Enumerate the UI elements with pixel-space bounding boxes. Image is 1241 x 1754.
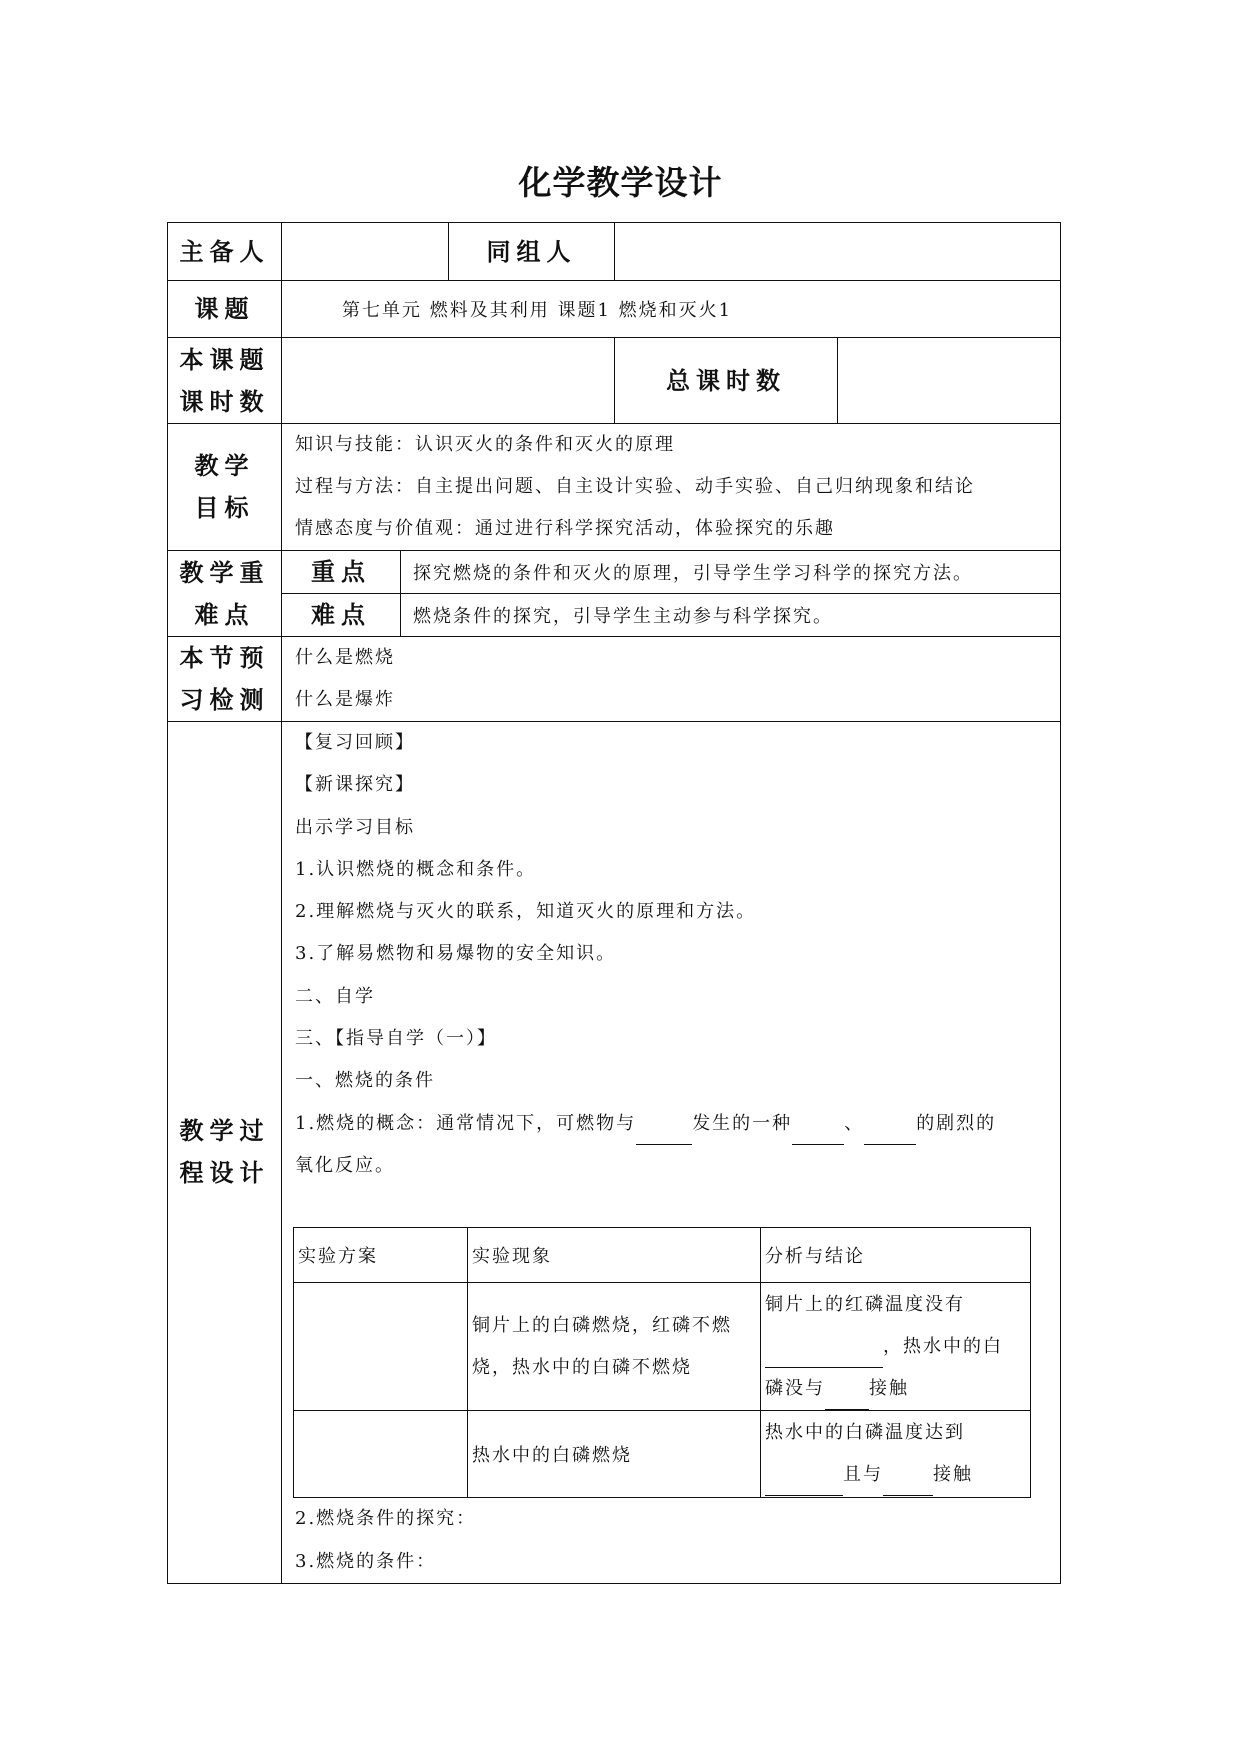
key-points-label-line1: 教学重 (179, 557, 270, 587)
preparer-value (282, 223, 449, 281)
combustion-concept (282, 1103, 1060, 1145)
process-line: 【新课探究】 (295, 774, 415, 796)
objective-attitude: 情感态度与价值观：通过进行科学探究活动，体验探究的乐趣 (295, 518, 835, 539)
objectives-label-line2: 目标 (194, 493, 255, 522)
process-line: 2.理解燃烧与灭火的联系，知道灭火的原理和方法。 (295, 901, 757, 923)
group-label: 同组人 (449, 223, 615, 281)
process-line: 一、燃烧的条件 (295, 1070, 435, 1092)
experiment-plan-cell (294, 1283, 468, 1411)
preview-label-line1: 本节预 (179, 643, 270, 672)
process-line: 出示学习目标 (295, 816, 415, 838)
analysis-line: 铜片上的红磷温度没有 (765, 1293, 965, 1315)
objectives-label-line1: 教学 (194, 451, 255, 480)
experiment-phenomenon-cell: 热水中的白磷燃烧 (468, 1411, 761, 1498)
experiment-header: 实验方案 (294, 1228, 468, 1283)
experiment-phenomenon-cell (468, 1283, 761, 1411)
preview-item: 什么是爆炸 (295, 689, 395, 710)
objectives-label (168, 424, 282, 551)
analysis-text: ，热水中的白 (883, 1335, 1003, 1357)
process-line: 3.了解易燃物和易爆物的安全知识。 (295, 943, 617, 965)
analysis-line (765, 1454, 1030, 1496)
experiment-header: 分析与结论 (761, 1228, 1031, 1283)
analysis-line (765, 1368, 1030, 1410)
fill-blank[interactable] (765, 1475, 843, 1496)
process-line: 氧化反应。 (295, 1154, 395, 1176)
fill-blank[interactable] (825, 1389, 869, 1410)
group-value (615, 223, 1061, 281)
fill-blank[interactable] (636, 1124, 692, 1145)
process-line: 【复习回顾】 (295, 732, 415, 753)
analysis-line: 热水中的白磷温度达到 (765, 1422, 965, 1444)
preview-label (168, 637, 282, 722)
total-hours-value (838, 338, 1061, 424)
topic-value: 第七单元 燃料及其利用 课题1 燃烧和灭火1 (282, 281, 1061, 338)
process-label-line1: 教学过 (179, 1116, 270, 1146)
lesson-hours-label-line2: 课时数 (179, 386, 270, 416)
analysis-text: 接触 (933, 1464, 973, 1486)
phenomenon-line: 烧，热水中的白磷不燃烧 (472, 1356, 692, 1378)
focus-label: 重点 (282, 551, 401, 594)
analysis-text: 磷没与 (765, 1377, 825, 1399)
lesson-hours-value (282, 338, 615, 424)
process-line: 三、【指导自学（一）】 (295, 1028, 497, 1050)
difficulty-text: 燃烧条件的探究，引导学生主动参与科学探究。 (401, 594, 1061, 637)
experiment-table (293, 1227, 1031, 1498)
key-points-label (168, 551, 282, 637)
experiment-analysis-cell (761, 1283, 1031, 1411)
process-content (282, 722, 1061, 1584)
process-line: 二、自学 (295, 985, 375, 1007)
objective-knowledge: 知识与技能：认识灭火的条件和灭火的原理 (295, 434, 675, 455)
concept-text-2: 发生的一种 (692, 1112, 793, 1134)
experiment-plan-cell (294, 1411, 468, 1498)
experiment-header: 实验现象 (468, 1228, 761, 1283)
preview-content (282, 637, 1061, 722)
difficulty-label: 难点 (282, 594, 401, 637)
process-line: 2.燃烧条件的探究： (295, 1508, 477, 1530)
lesson-hours-label (168, 338, 282, 424)
analysis-text: 且与 (843, 1464, 883, 1486)
total-hours-label: 总课时数 (615, 338, 838, 424)
process-line: 3.燃烧的条件： (295, 1550, 437, 1572)
page-title: 化学教学设计 (518, 163, 723, 202)
fill-blank[interactable] (765, 1347, 883, 1368)
concept-text-1: 1.燃烧的概念：通常情况下，可燃物与 (295, 1112, 637, 1134)
lesson-plan-table (167, 222, 1061, 1584)
focus-text: 探究燃烧的条件和灭火的原理，引导学生学习科学的探究方法。 (401, 551, 1061, 594)
fill-blank[interactable] (792, 1124, 844, 1145)
process-line: 1.认识燃烧的概念和条件。 (295, 858, 537, 880)
lesson-hours-label-line1: 本课题 (179, 344, 270, 374)
experiment-analysis-cell (761, 1411, 1031, 1498)
preparer-label: 主备人 (168, 223, 282, 281)
preview-item: 什么是燃烧 (295, 647, 395, 668)
process-label (168, 722, 282, 1584)
process-label-line2: 程设计 (179, 1158, 270, 1188)
key-points-label-line2: 难点 (194, 599, 255, 629)
fill-blank[interactable] (864, 1124, 916, 1145)
analysis-text: 接触 (869, 1377, 909, 1399)
concept-text-4: 的剧烈的 (916, 1112, 997, 1134)
objective-process: 过程与方法：自主提出问题、自主设计实验、动手实验、自己归纳现象和结论 (295, 476, 975, 497)
preview-label-line2: 习检测 (179, 685, 270, 714)
objectives-content (282, 424, 1061, 551)
phenomenon-line: 铜片上的白磷燃烧，红磷不燃 (472, 1314, 732, 1336)
concept-text-3: 、 (844, 1112, 865, 1134)
analysis-line (765, 1326, 1030, 1368)
topic-label: 课题 (168, 281, 282, 338)
fill-blank[interactable] (883, 1475, 933, 1496)
